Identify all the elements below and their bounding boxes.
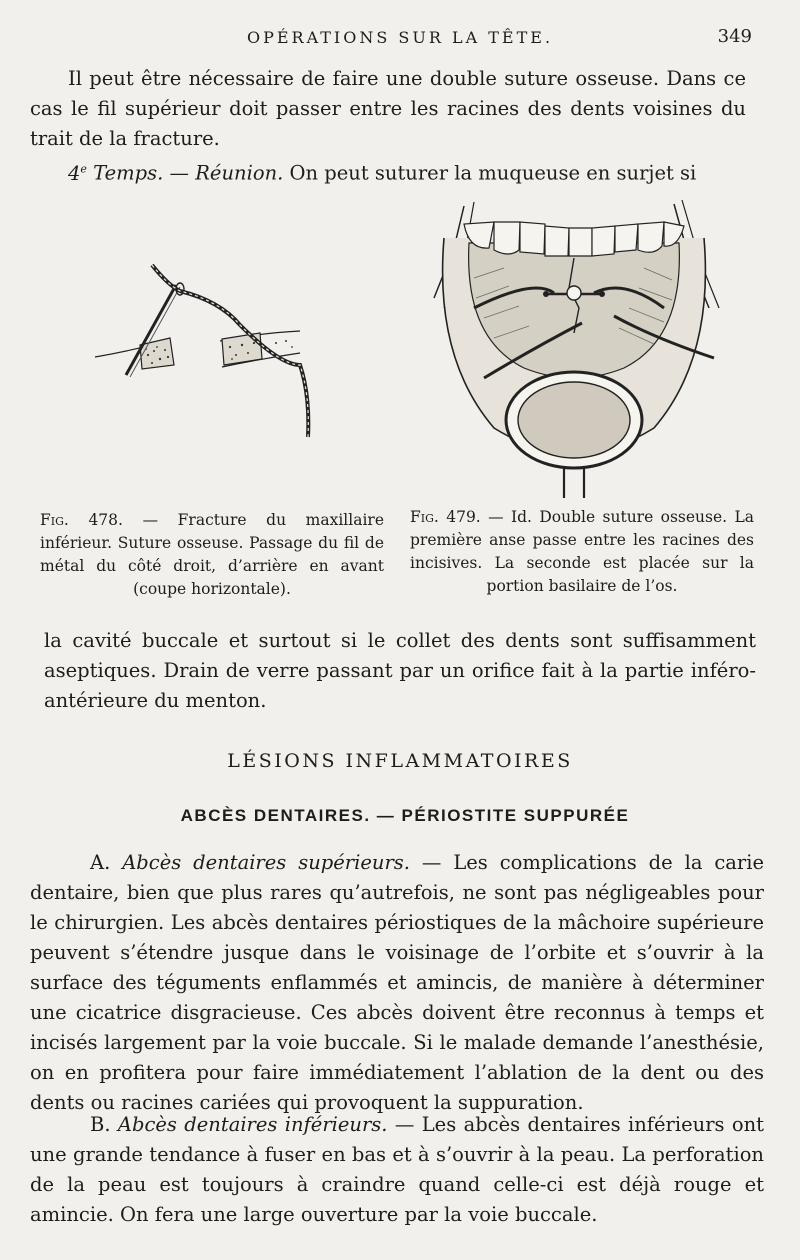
- paragraph-b-title: Abcès dentaires inférieurs.: [117, 1113, 388, 1136]
- figure-479-illustration: [414, 198, 734, 498]
- section-title: LÉSIONS INFLAMMATOIRES: [227, 750, 573, 772]
- step-number: 4e: [68, 161, 87, 185]
- step-title: Temps. — Réunion.: [93, 161, 284, 185]
- continuation-paragraph: la cavité buccale et surtout si le collet des dents sont suffisamment aseptiques. Drain de verre passant par un orifice fait à la partie inféro-antérieure du menton.: [44, 629, 756, 712]
- paragraph-a: A. Abcès dentaires supérieurs. — Les complications de la carie dentaire, bien que plus rares qu’autrefois, ne sont pas négligeables pour le chirurgien. Les abcès dentaires périostiques de la mâchoire supérieure peuvent s’étendre jusque dans le voisinage de l’orbite et s’ouvrir à la surface des téguments enflammés et amincis, de manière à déterminer une cicatrice disgracieuse. Ces abcès doivent être reconnus à temps et incisés largement par la voie buccale. Si le malade demande l’anesthésie, on en profitera pour faire immédiatement l’ablation de la dent ou des dents ou racines cariées qui provoquent la suppuration.: [30, 851, 765, 1114]
- intro-paragraph-1: Il peut être nécessaire de faire une double suture osseuse. Dans ce cas le fil supérieur doit passer entre les racines des dents voisines du trait de la fracture.: [30, 67, 746, 150]
- figure-478-illustration: [90, 255, 320, 445]
- intro-paragraph-2: 4e Temps. — Réunion. On peut suturer la muqueuse en surjet si: [68, 161, 697, 185]
- paragraph-b: B. Abcès dentaires inférieurs. — Les abcès dentaires inférieurs ont une grande tendance à fuser en bas et à s’ouvrir à la peau. La perforation de la peau est toujours à craindre quand celle-ci est déjà rouge et amincie. On fera une large ouverture par la voie buccale.: [30, 1113, 765, 1226]
- page-number: 349: [717, 26, 752, 47]
- figure-478-caption: Fig. 478. — Fracture du maxillaire inférieur. Suture osseuse. Passage du fil de métal du côté droit, d’arrière en avant (coupe horizontale).: [40, 511, 384, 598]
- running-title: OPÉRATIONS SUR LA TÊTE.: [246, 28, 554, 47]
- subsection-title: ABCÈS DENTAIRES. — PÉRIOSTITE SUPPURÉE: [180, 806, 630, 825]
- figure-479-caption: Fig. 479. — Id. Double suture osseuse. La première anse passe entre les racines des incisives. La seconde est placée sur la portion basilaire de l’os.: [410, 508, 754, 595]
- paragraph-a-title: Abcès dentaires supérieurs.: [122, 851, 410, 874]
